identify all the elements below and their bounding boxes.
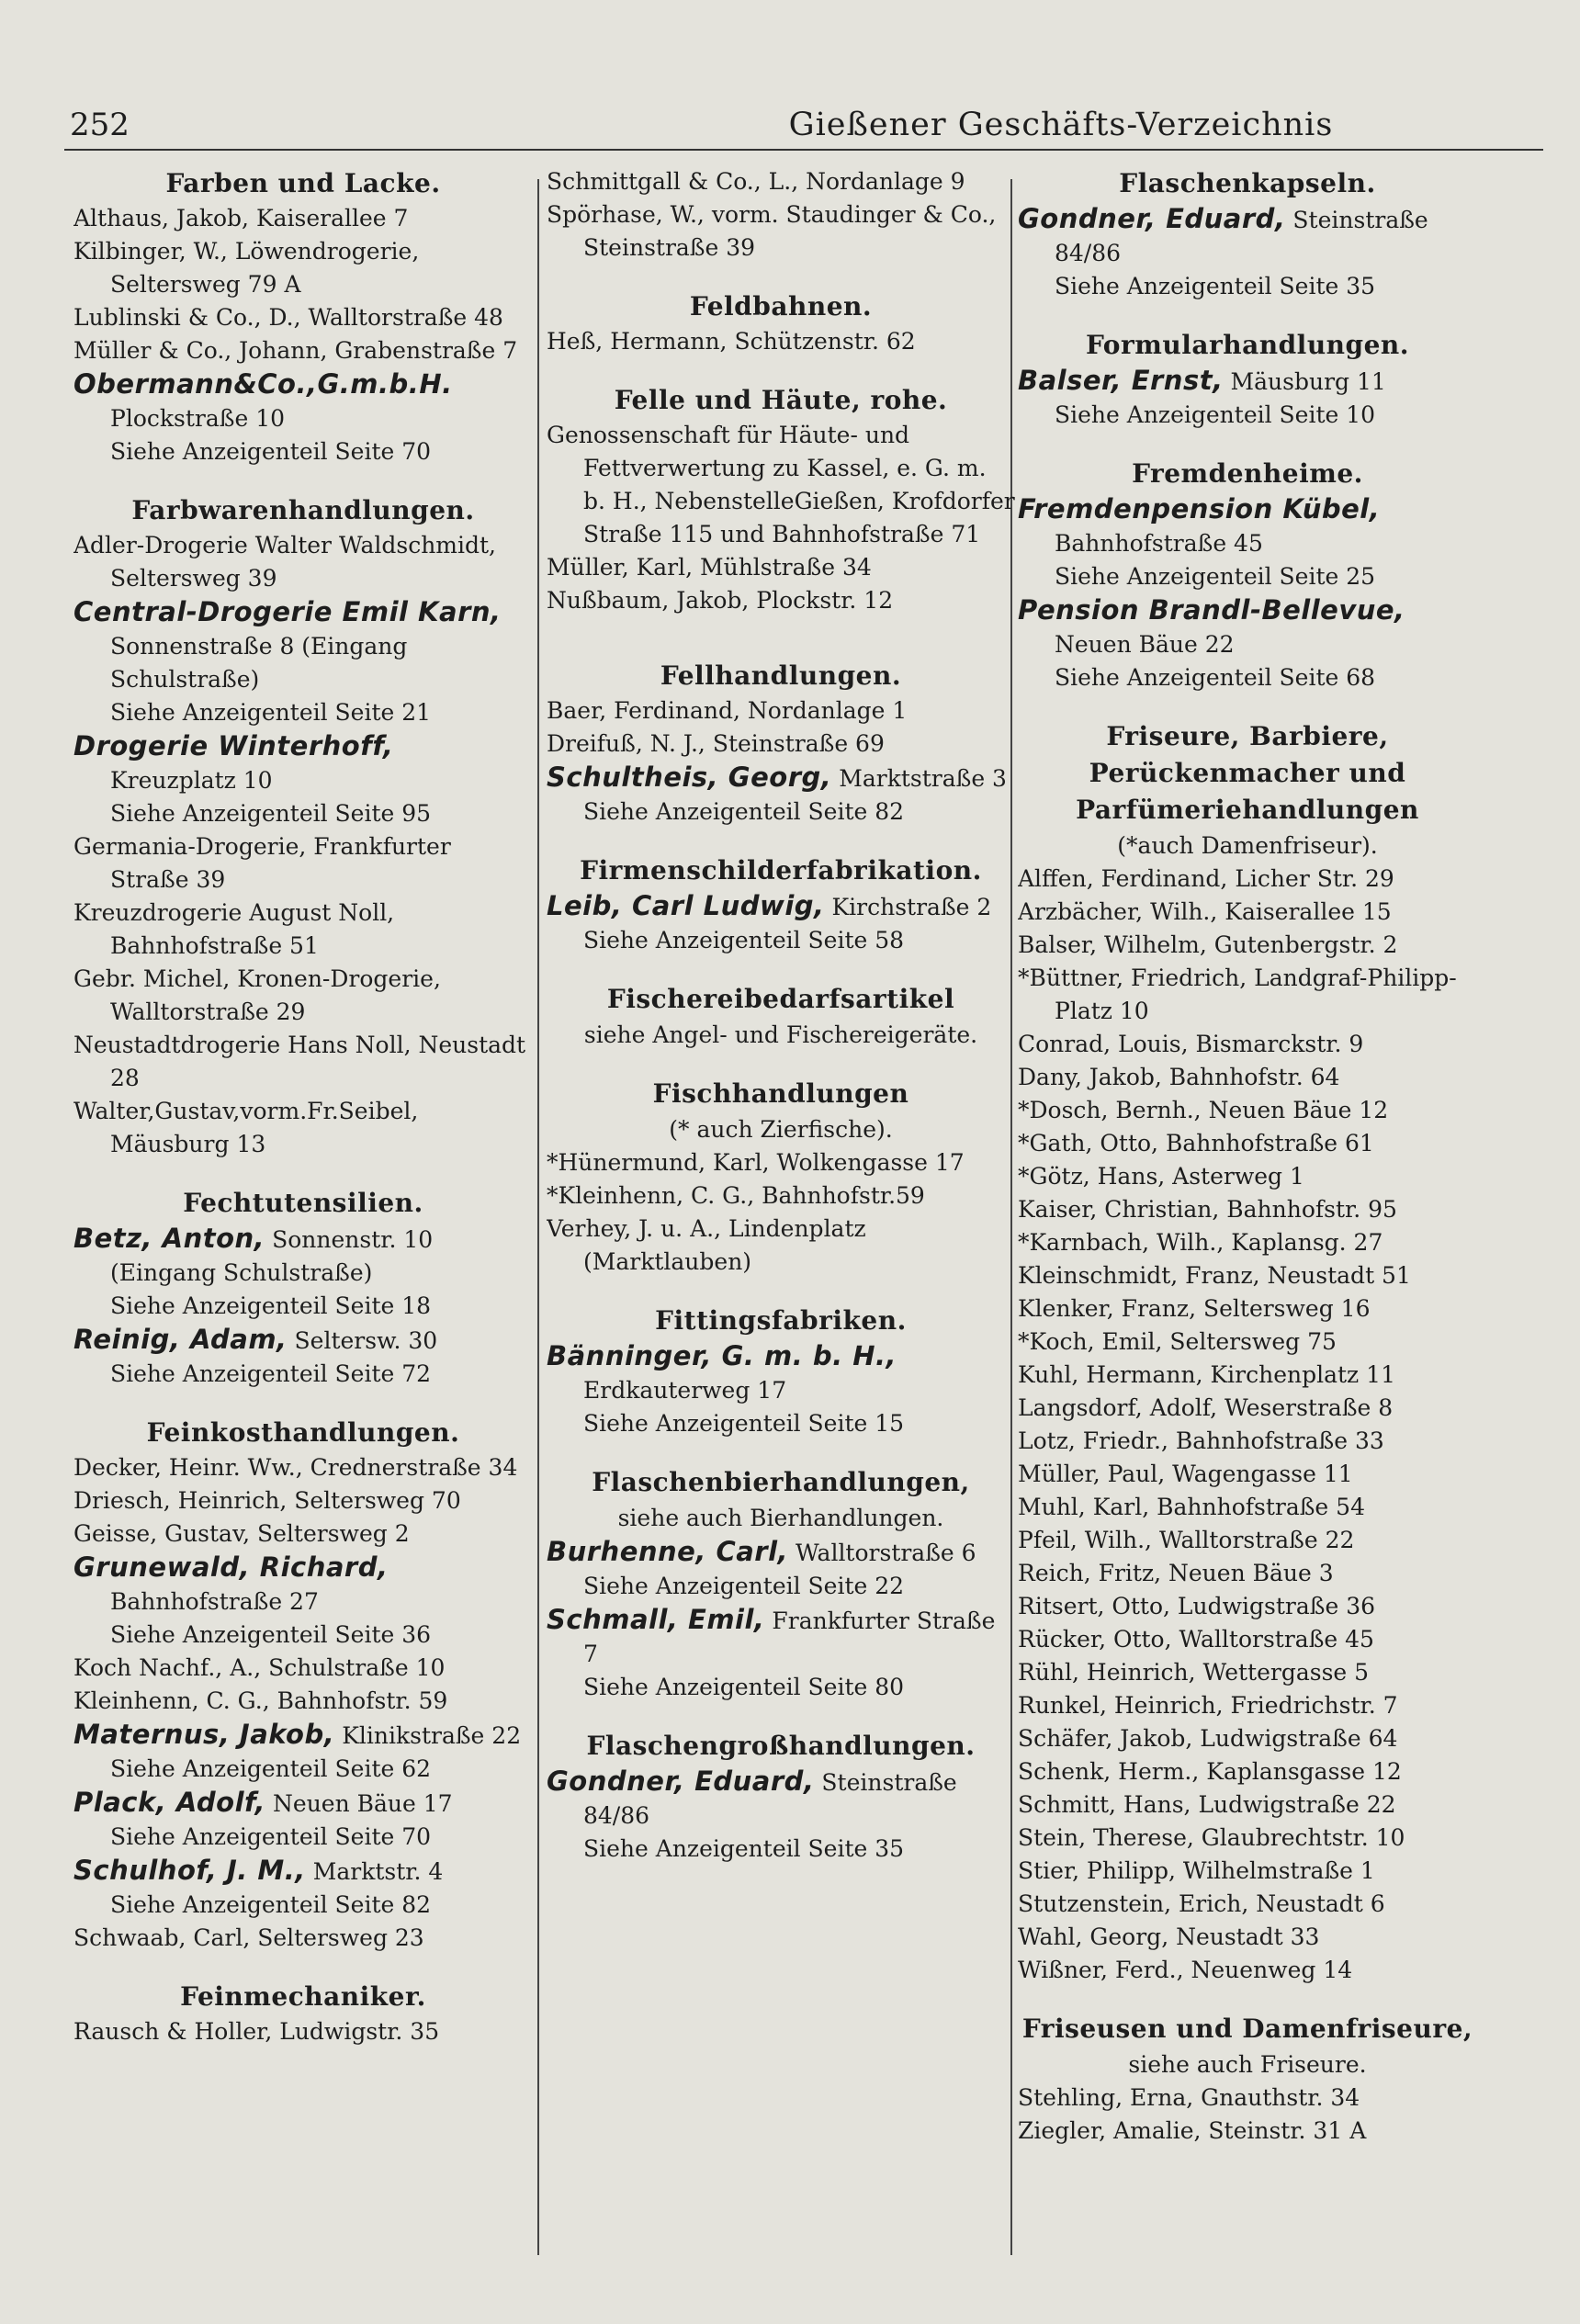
directory-entry: Müller, Karl, Mühlstraße 34	[547, 554, 872, 581]
business-name: Gondner, Eduard,	[1018, 203, 1286, 234]
column-1	[73, 165, 533, 2048]
directory-entry: Müller, Paul, Wagengasse 11	[1018, 1461, 1353, 1487]
directory-entry: Schenk, Herm., Kaplansgasse 12	[1018, 1758, 1402, 1785]
column-2	[547, 165, 1015, 1866]
ad-reference: Siehe Anzeigenteil Seite 95	[110, 800, 432, 827]
directory-entry: *Gath, Otto, Bahnhofstraße 61	[1018, 1130, 1374, 1156]
section-heading: Flaschenbierhandlungen,	[592, 1467, 970, 1497]
entry-address: Steinstraße 84/86	[583, 1769, 957, 1829]
section-heading: Fischhandlungen	[652, 1078, 909, 1109]
business-name: Reinig, Adam,	[73, 1324, 288, 1355]
ad-reference: Siehe Anzeigenteil Seite 82	[110, 1891, 432, 1918]
directory-entry: Klenker, Franz, Seltersweg 16	[1018, 1295, 1371, 1322]
page-header	[64, 103, 1543, 151]
directory-entry	[1018, 593, 1477, 628]
business-name: Central-Drogerie Emil Karn,	[73, 596, 502, 627]
section-heading: Fellhandlungen.	[660, 660, 902, 691]
directory-entry: Ziegler, Amalie, Steinstr. 31 A	[1018, 2117, 1367, 2144]
entry-address: Klinikstraße 22	[342, 1722, 522, 1749]
directory-entry: Stutzenstein, Erich, Neustadt 6	[1018, 1890, 1385, 1917]
directory-entry: Decker, Heinr. Ww., Crednerstraße 34	[73, 1454, 518, 1481]
ad-reference: Siehe Anzeigenteil Seite 70	[110, 1823, 432, 1850]
business-name: Bänninger, G. m. b. H.,	[547, 1340, 897, 1371]
directory-entry: Reich, Fritz, Neuen Bäue 3	[1018, 1560, 1334, 1586]
directory-entry	[73, 1222, 533, 1290]
entry-address: Steinstraße 84/86	[1055, 207, 1428, 266]
entry-address: Marktstraße 3	[839, 765, 1007, 792]
directory-entry: Nußbaum, Jakob, Plockstr. 12	[547, 587, 894, 614]
directory-entry: Stier, Philipp, Wilhelmstraße 1	[1018, 1857, 1375, 1884]
directory-entry: Ritsert, Otto, Ludwigstraße 36	[1018, 1593, 1376, 1619]
entry-address: Neuen Bäue 22	[1055, 631, 1235, 658]
directory-entry: Kaiser, Christian, Bahnhofstr. 95	[1018, 1196, 1397, 1223]
business-name: Leib, Carl Ludwig,	[547, 890, 825, 921]
business-name: Drogerie Winterhoff,	[73, 730, 394, 762]
entry-address: Kreuzplatz 10	[110, 767, 273, 794]
directory-entry: Spörhase, W., vorm. Staudinger & Co., Steinstraße 39	[547, 201, 997, 261]
ad-reference: Siehe Anzeigenteil Seite 25	[1055, 563, 1376, 590]
directory-entry	[73, 1854, 533, 1889]
business-name: Gondner, Eduard,	[547, 1766, 815, 1797]
directory-entry: Conrad, Louis, Bismarckstr. 9	[1018, 1031, 1364, 1057]
entry-address: Mäusburg 11	[1230, 368, 1386, 395]
ad-reference: Siehe Anzeigenteil Seite 22	[583, 1573, 905, 1599]
directory-entry: Gebr. Michel, Kronen-Drogerie, Walltorstraße 29	[73, 965, 441, 1025]
directory-entry: Baer, Ferdinand, Nordanlage 1	[547, 697, 908, 724]
directory-entry: Muhl, Karl, Bahnhofstraße 54	[1018, 1494, 1365, 1520]
directory-entry: Driesch, Heinrich, Seltersweg 70	[73, 1487, 461, 1514]
directory-entry: Kilbinger, W., Löwendrogerie, Seltersweg 79 A	[73, 238, 420, 298]
section-heading: Feinmechaniker.	[180, 1981, 426, 2012]
section-subheading: (* auch Zierfische).	[669, 1116, 893, 1143]
ad-reference: Siehe Anzeigenteil Seite 36	[110, 1621, 432, 1648]
directory-entry: Wahl, Georg, Neustadt 33	[1018, 1924, 1320, 1950]
running-title: Gießener Geschäfts-Verzeichnis	[788, 107, 1334, 143]
directory-entry: Heß, Hermann, Schützenstr. 62	[547, 328, 916, 355]
columns	[64, 165, 1484, 2278]
directory-entry: Althaus, Jakob, Kaiserallee 7	[73, 205, 409, 231]
business-name: Balser, Ernst,	[1018, 365, 1224, 396]
directory-entry	[547, 761, 1015, 795]
directory-entry: Kuhl, Hermann, Kirchenplatz 11	[1018, 1361, 1395, 1388]
directory-entry: Kreuzdrogerie August Noll, Bahnhofstraße 51	[73, 899, 395, 959]
directory-entry	[1018, 492, 1477, 527]
directory-entry: *Hünermund, Karl, Wolkengasse 17	[547, 1149, 965, 1176]
directory-entry	[73, 1323, 533, 1358]
directory-entry: Kleinhenn, C. G., Bahnhofstr. 59	[73, 1687, 448, 1714]
business-name: Obermann&Co.,G.m.b.H.	[73, 368, 453, 400]
directory-entry	[547, 889, 1015, 924]
directory-entry	[547, 1339, 1015, 1374]
directory-entry: Stehling, Erna, Gnauthstr. 34	[1018, 2084, 1360, 2111]
ad-reference: Siehe Anzeigenteil Seite 58	[583, 927, 905, 953]
directory-entry: Wißner, Ferd., Neuenweg 14	[1018, 1957, 1353, 1983]
entry-address: Plockstraße 10	[110, 405, 286, 432]
ad-reference: Siehe Anzeigenteil Seite 70	[110, 438, 432, 465]
page-number: 252	[70, 107, 130, 143]
directory-entry	[73, 1551, 533, 1585]
directory-entry: Kleinschmidt, Franz, Neustadt 51	[1018, 1262, 1411, 1289]
directory-entry	[73, 729, 533, 764]
section-heading: Flaschenkapseln.	[1119, 168, 1376, 198]
section-heading: Farben und Lacke.	[165, 168, 441, 198]
directory-entry: Dreifuß, N. J., Steinstraße 69	[547, 730, 885, 757]
directory-entry: Stein, Therese, Glaubrechtstr. 10	[1018, 1824, 1405, 1851]
entry-address: Walltorstraße 6	[796, 1540, 976, 1566]
directory-entry: *Büttner, Friedrich, Landgraf-Philipp-Platz 10	[1018, 965, 1457, 1024]
directory-entry: Lublinski & Co., D., Walltorstraße 48	[73, 304, 503, 331]
directory-entry	[1018, 202, 1477, 270]
entry-address: Seltersw. 30	[294, 1327, 438, 1354]
directory-entry: *Kleinhenn, C. G., Bahnhofstr.59	[547, 1182, 925, 1209]
column-rule	[537, 179, 539, 2255]
directory-entry	[1018, 364, 1477, 399]
directory-entry	[73, 595, 533, 696]
directory-entry: Schmitt, Hans, Ludwigstraße 22	[1018, 1791, 1396, 1818]
directory-entry: Koch Nachf., A., Schulstraße 10	[73, 1654, 446, 1681]
entry-address: Neuen Bäue 17	[273, 1790, 453, 1817]
directory-entry: Alffen, Ferdinand, Licher Str. 29	[1018, 865, 1394, 892]
section-subheading: (*auch Damenfriseur).	[1117, 832, 1378, 859]
directory-entry	[73, 1718, 533, 1753]
section-heading: Feldbahnen.	[689, 291, 873, 322]
section-heading: Farbwarenhandlungen.	[131, 495, 475, 525]
ad-reference: Siehe Anzeigenteil Seite 35	[1055, 273, 1376, 299]
directory-entry: Schäfer, Jakob, Ludwigstraße 64	[1018, 1725, 1398, 1752]
ad-reference: Siehe Anzeigenteil Seite 10	[1055, 401, 1376, 428]
section-heading: Felle und Häute, rohe.	[614, 385, 948, 415]
directory-entry: *Karnbach, Wilh., Kaplansg. 27	[1018, 1229, 1383, 1256]
section-heading: Friseure, Barbiere, Perückenmacher und Parfümeriehandlungen	[1076, 721, 1419, 825]
entry-address: Sonnenstraße 8 (Eingang Schulstraße)	[110, 633, 408, 693]
section-heading: Feinkosthandlungen.	[146, 1417, 460, 1448]
directory-entry: Langsdorf, Adolf, Weserstraße 8	[1018, 1394, 1394, 1421]
ad-reference: Siehe Anzeigenteil Seite 68	[1055, 664, 1376, 691]
entry-address: Frankfurter Straße 7	[583, 1608, 996, 1667]
directory-entry: Walter,Gustav,vorm.Fr.Seibel, Mäusburg 13	[73, 1098, 419, 1157]
directory-entry	[547, 1603, 1015, 1671]
directory-entry: Geisse, Gustav, Seltersweg 2	[73, 1520, 410, 1547]
entry-address: Kirchstraße 2	[831, 894, 992, 920]
business-name: Pension Brandl-Bellevue,	[1018, 594, 1405, 626]
directory-entry: Schmittgall & Co., L., Nordanlage 9	[547, 168, 965, 195]
section-subheading: siehe Angel- und Fischereigeräte.	[583, 1021, 978, 1048]
business-name: Betz, Anton,	[73, 1223, 265, 1254]
ad-reference: Siehe Anzeigenteil Seite 82	[583, 798, 905, 825]
section-heading: Fittingsfabriken.	[655, 1305, 907, 1336]
entry-address: Sonnenstr. 10 (Eingang Schulstraße)	[110, 1226, 434, 1286]
business-name: Grunewald, Richard,	[73, 1551, 389, 1583]
section-heading: Fechtutensilien.	[183, 1188, 423, 1218]
column-3	[1018, 165, 1477, 2148]
section-heading: Flaschengroßhandlungen.	[586, 1731, 976, 1761]
section-subheading: siehe auch Bierhandlungen.	[617, 1505, 944, 1531]
ad-reference: Siehe Anzeigenteil Seite 21	[110, 699, 432, 726]
directory-entry: *Götz, Hans, Asterweg 1	[1018, 1163, 1304, 1190]
business-name: Schulhof, J. M.,	[73, 1855, 306, 1886]
ad-reference: Siehe Anzeigenteil Seite 15	[583, 1410, 905, 1437]
ad-reference: Siehe Anzeigenteil Seite 72	[110, 1360, 432, 1387]
directory-entry: Adler-Drogerie Walter Waldschmidt, Seltersweg 39	[73, 532, 496, 592]
directory-entry: Arzbächer, Wilh., Kaiserallee 15	[1018, 898, 1392, 925]
ad-reference: Siehe Anzeigenteil Seite 62	[110, 1755, 432, 1782]
directory-entry	[73, 367, 533, 402]
directory-entry: Neustadtdrogerie Hans Noll, Neustadt 28	[73, 1032, 526, 1091]
directory-entry: Runkel, Heinrich, Friedrichstr. 7	[1018, 1692, 1398, 1719]
directory-entry	[547, 1765, 1015, 1833]
directory-entry	[547, 1535, 1015, 1570]
directory-entry: Dany, Jakob, Bahnhofstr. 64	[1018, 1064, 1340, 1090]
ad-reference: Siehe Anzeigenteil Seite 18	[110, 1292, 432, 1319]
directory-entry: Schwaab, Carl, Seltersweg 23	[73, 1924, 424, 1951]
directory-entry: Müller & Co., Johann, Grabenstraße 7	[73, 337, 518, 364]
directory-entry: Lotz, Friedr., Bahnhofstraße 33	[1018, 1427, 1384, 1454]
directory-entry: *Dosch, Bernh., Neuen Bäue 12	[1018, 1097, 1389, 1123]
section-heading: Firmenschilderfabrikation.	[580, 855, 982, 886]
business-name: Plack, Adolf,	[73, 1787, 266, 1818]
directory-entry	[73, 1786, 533, 1821]
section-heading: Formularhandlungen.	[1085, 330, 1410, 360]
directory-entry: *Koch, Emil, Seltersweg 75	[1018, 1328, 1337, 1355]
business-name: Burhenne, Carl,	[547, 1536, 789, 1567]
directory-entry: Rausch & Holler, Ludwigstr. 35	[73, 2018, 440, 2045]
business-name: Fremdenpension Kübel,	[1018, 493, 1381, 525]
ad-reference: Siehe Anzeigenteil Seite 35	[583, 1835, 905, 1862]
entry-address: Bahnhofstraße 27	[110, 1588, 319, 1615]
directory-entry: Rühl, Heinrich, Wettergasse 5	[1018, 1659, 1370, 1686]
entry-address: Erdkauterweg 17	[583, 1377, 787, 1404]
entry-address: Marktstr. 4	[312, 1858, 444, 1885]
section-heading: Fischereibedarfsartikel	[606, 984, 955, 1014]
directory-entry: Pfeil, Wilh., Walltorstraße 22	[1018, 1527, 1355, 1553]
directory-entry: Genossenschaft für Häute- und Fettverwertung zu Kassel, e. G. m. b. H., NebenstelleGießen, Krofdorfer Straße 115 und Bahnhofstraße 71	[547, 422, 1015, 547]
entry-address: Bahnhofstraße 45	[1055, 530, 1263, 557]
section-heading: Fremdenheime.	[1132, 458, 1363, 489]
business-name: Schmall, Emil,	[547, 1604, 765, 1635]
directory-entry: Balser, Wilhelm, Gutenbergstr. 2	[1018, 931, 1398, 958]
business-name: Schultheis, Georg,	[547, 762, 832, 793]
section-heading: Friseusen und Damenfriseure,	[1021, 2014, 1473, 2044]
section-subheading: siehe auch Friseure.	[1128, 2051, 1367, 2078]
directory-entry: Germania-Drogerie, Frankfurter Straße 39	[73, 833, 451, 893]
directory-entry: Verhey, J. u. A., Lindenplatz (Marktlauben)	[547, 1215, 866, 1275]
business-name: Maternus, Jakob,	[73, 1719, 335, 1750]
ad-reference: Siehe Anzeigenteil Seite 80	[583, 1674, 905, 1700]
directory-entry: Rücker, Otto, Walltorstraße 45	[1018, 1626, 1374, 1653]
